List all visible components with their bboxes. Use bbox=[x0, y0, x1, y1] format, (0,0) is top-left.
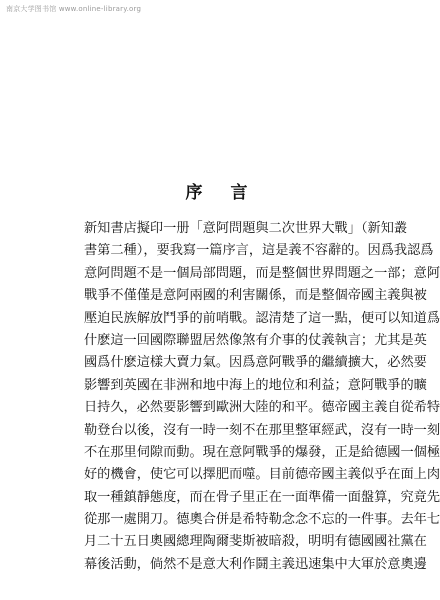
text-line: 取一種鎮靜態度，而在骨子里正在一面準備一面盤算，究竟先 bbox=[84, 489, 440, 505]
text-line: 勒登台以後，沒有一時一刻不在那里整軍經武，沒有一時一刻 bbox=[84, 422, 440, 438]
text-line: 日持久，必然要影響到歐洲大陸的和平。德帝國主義自從希特 bbox=[84, 400, 440, 416]
text-line: 好的機會，使它可以擇肥而噬。目前德帝國主義似乎在面上肉 bbox=[84, 467, 440, 483]
text-line: 戰爭不僅僅是意阿兩國的利害關係，而是整個帝國主義與被 bbox=[84, 288, 427, 304]
text-line: 什麽這一回國際聯盟居然像煞有介事的仗義執言；尤其是英 bbox=[84, 332, 427, 348]
text-line: 意阿問題不是一個局部問題，而是整個世界問題之一部；意阿 bbox=[84, 265, 440, 281]
text-line: 國爲什麽這樣大賣力氣。因爲意阿戰爭的繼續擴大，必然要 bbox=[84, 355, 427, 371]
page-title: 序言 bbox=[185, 183, 276, 203]
text-line: 影響到英國在非洲和地中海上的地位和利益；意阿戰爭的曠 bbox=[84, 377, 427, 393]
watermark: 南京大学图书馆 www.online-library.org bbox=[6, 5, 142, 13]
text-line: 幕後活動，倘然不是意大利作鬪主義迅速集中大軍於意奧邊 bbox=[84, 556, 427, 572]
text-line: 新知書店擬印一册「意阿問題與二次世界大戰」（新知叢 bbox=[84, 221, 408, 236]
text-line: 從那一處開刀。德奧合併是希特勒念念不忘的一件事。去年七 bbox=[84, 512, 440, 528]
body-text bbox=[84, 218, 440, 576]
text-line: 不在那里伺隙而動。現在意阿戰爭的爆發，正是給德國一個極 bbox=[84, 444, 440, 460]
text-line: 壓迫民族解放鬥爭的前哨戰。認清楚了這一點，便可以知道爲 bbox=[84, 310, 440, 326]
text-line: 書第二種），要我寫一篇序言，這是義不容辭的。因爲我認爲 bbox=[84, 243, 434, 259]
text-line: 月二十五日奧國總理陶爾斐斯被暗殺，明明有德國國社黨在 bbox=[84, 534, 427, 550]
